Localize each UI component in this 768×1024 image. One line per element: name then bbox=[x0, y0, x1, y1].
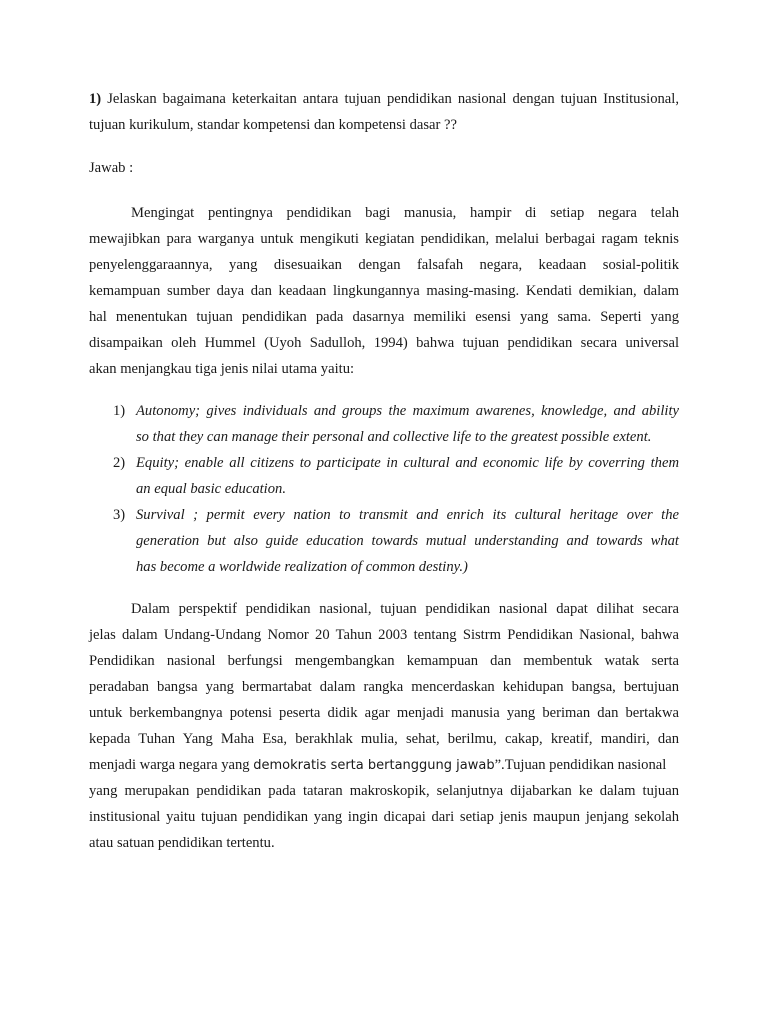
paragraph-2-text: menjadi warga negara yang bbox=[89, 757, 254, 773]
paragraph-1-line: kemampuan sumber daya dan keadaan lingkungannya masing-masing. Kendati demikian, dalam bbox=[89, 283, 679, 299]
paragraph-1-line: disampaikan oleh Hummel (Uyoh Sadulloh, 1994) bahwa tujuan pendidikan secara universal bbox=[89, 335, 679, 351]
paragraph-2-line: yang merupakan pendidikan pada tataran makroskopik, selanjutnya dijabarkan ke dalam tujuan bbox=[89, 783, 679, 799]
list-marker: 3) bbox=[113, 507, 126, 523]
paragraph-2-line: untuk berkembangnya potensi peserta didik agar menjadi manusia yang beriman dan bertakwa bbox=[89, 705, 679, 721]
paragraph-2-text: ”.Tujuan pendidikan nasional bbox=[494, 757, 667, 773]
paragraph-2-line: jelas dalam Undang-Undang Nomor 20 Tahun 2003 tentang Sistrm Pendidikan Nasional, bahwa bbox=[89, 627, 679, 643]
question-number: 1) bbox=[89, 91, 102, 107]
question-line-1 bbox=[89, 90, 679, 108]
list-item-line: Survival ; permit every nation to transmit and enrich its cultural heritage over the bbox=[136, 507, 679, 523]
paragraph-2-line: atau satuan pendidikan tertentu. bbox=[89, 835, 275, 851]
list-item-line: Equity; enable all citizens to participate in cultural and economic life by coverring them bbox=[136, 455, 679, 471]
list-marker: 1) bbox=[113, 403, 126, 419]
paragraph-2-line: institusional yaitu tujuan pendidikan yang ingin dicapai dari setiap jenis maupun jenjang sekolah bbox=[89, 809, 679, 825]
paragraph-2-sans-text: demokratis serta bertanggung jawab bbox=[253, 758, 495, 773]
paragraph-2-line-mixed bbox=[89, 756, 666, 775]
paragraph-1-line: akan menjangkau tiga jenis nilai utama yaitu: bbox=[89, 361, 355, 377]
list-item-line: generation but also guide education towards mutual understanding and towards what bbox=[136, 533, 679, 549]
list-marker: 2) bbox=[113, 455, 126, 471]
paragraph-2-line: Dalam perspektif pendidikan nasional, tujuan pendidikan nasional dapat dilihat secara bbox=[131, 601, 679, 617]
paragraph-1-line: mewajibkan para warganya untuk mengikuti kegiatan pendidikan, melalui berbagai ragam teknis bbox=[89, 231, 679, 247]
list-item-line: an equal basic education. bbox=[136, 481, 286, 497]
paragraph-2-line: kepada Tuhan Yang Maha Esa, berakhlak mulia, sehat, berilmu, cakap, kreatif, mandiri, dan bbox=[89, 731, 679, 747]
question-line-2: tujuan kurikulum, standar kompetensi dan kompetensi dasar ?? bbox=[89, 117, 457, 133]
list-item-line: Autonomy; gives individuals and groups the maximum awarenes, knowledge, and ability bbox=[136, 403, 679, 419]
paragraph-2-line: Pendidikan nasional berfungsi mengembangkan kemampuan dan membentuk watak serta bbox=[89, 653, 679, 669]
paragraph-1-line: Mengingat pentingnya pendidikan bagi manusia, hampir di setiap negara telah bbox=[131, 205, 679, 221]
paragraph-1-line: hal menentukan tujuan pendidikan pada dasarnya memiliki esensi yang sama. Seperti yang bbox=[89, 309, 679, 325]
list-item-line: so that they can manage their personal and collective life to the greatest possible extent. bbox=[136, 429, 652, 445]
paragraph-1-line: penyelenggaraannya, yang disesuaikan dengan falsafah negara, keadaan sosial-politik bbox=[89, 257, 679, 273]
answer-label: Jawab : bbox=[89, 160, 134, 176]
paragraph-2-line: peradaban bangsa yang bermartabat dalam rangka mencerdaskan kehidupan bangsa, bertujuan bbox=[89, 679, 679, 695]
question-text-1: Jelaskan bagaimana keterkaitan antara tujuan pendidikan nasional dengan tujuan Institusional, bbox=[107, 91, 679, 107]
list-item-line: has become a worldwide realization of common destiny.) bbox=[136, 559, 468, 575]
